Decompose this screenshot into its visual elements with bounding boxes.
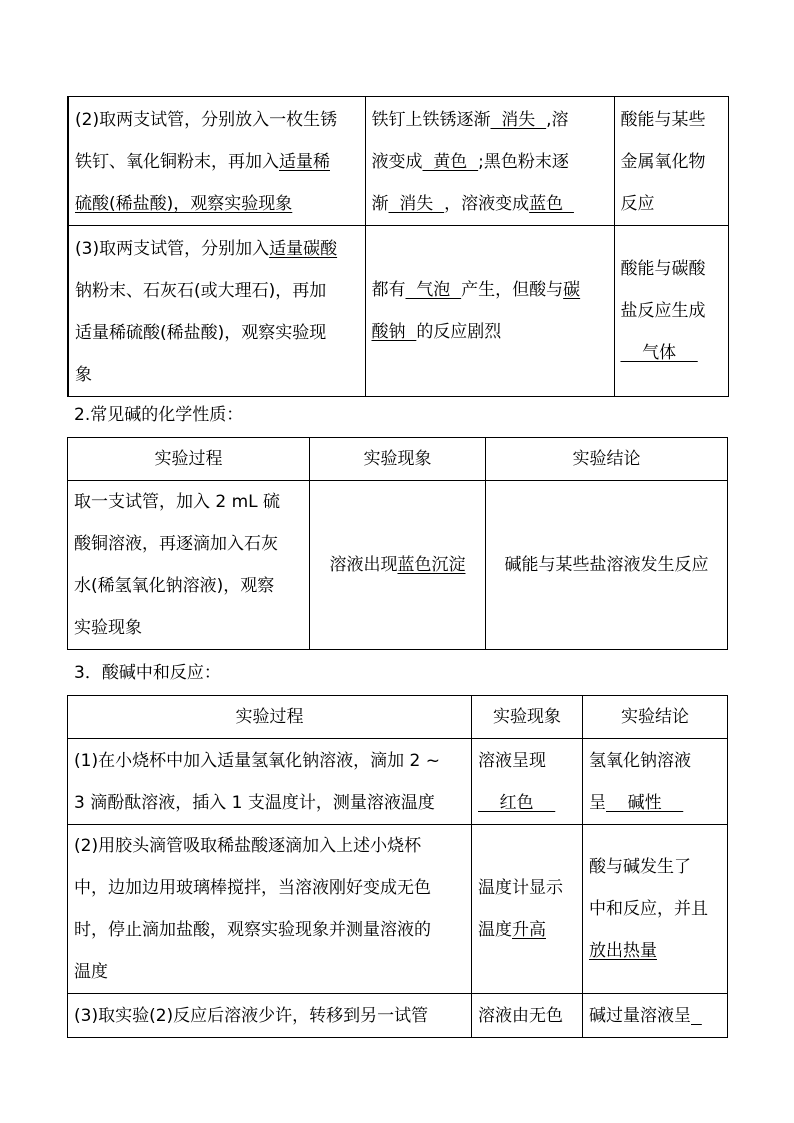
text-line: 溶液呈现 [478, 750, 546, 771]
text-line: (2)取两支试管，分别放入一枚生锈 [75, 110, 338, 130]
text-line: 盐反应生成 [620, 301, 706, 321]
conclusion-cell [583, 825, 728, 994]
text-line: 温度计显示 [478, 878, 563, 898]
text-line: (1)在小烧杯中加入适量氢氧化钠溶液，滴加 2 ~ [74, 750, 440, 771]
section-heading: 3．酸碱中和反应： [74, 663, 221, 683]
text-line: (3)取两支试管，分别加入适量碳酸 [75, 239, 338, 259]
process-cell [68, 481, 310, 650]
process-cell: (3)取实验(2)反应后溶液少许，转移到另一试管 [68, 994, 472, 1038]
answer-blank: 消失 [388, 194, 445, 214]
text-line: 氢氧化钠溶液 [589, 750, 691, 771]
neutralization-table [67, 695, 728, 1038]
answer-blank: 蓝色 [529, 194, 574, 214]
text-line [478, 782, 576, 824]
table-row [68, 481, 728, 650]
text-line: 取一支试管，加入 2 mL 硫 [74, 492, 281, 512]
table-header-row [68, 696, 728, 739]
conclusion-cell [614, 97, 728, 226]
conclusion-cell: 碱能与某些盐溶液发生反应 [486, 481, 728, 650]
text-line: 水(稀氢氧化钠溶液)，观察 [74, 576, 275, 596]
text-line: 象 [75, 365, 92, 385]
text-line: 温度 [74, 962, 108, 982]
process-cell [68, 226, 365, 397]
phenomenon-cell [472, 825, 583, 994]
text-line: 反应 [620, 194, 655, 214]
text-line: 酸能与某些 [620, 110, 706, 130]
text-line: 铁钉、氧化铜粉末，再加入适量稀 [75, 152, 330, 172]
text-line: 呈 碱性 [589, 792, 684, 813]
table-header-row [68, 438, 728, 481]
answer-blank: 消失 [490, 110, 547, 130]
answer-blank: 蓝色沉淀 [397, 555, 466, 575]
phenomenon-cell: 溶液由无色 [472, 994, 583, 1038]
text-line: (2)用胶头滴管吸取稀盐酸逐滴加入上述小烧杯 [74, 836, 422, 856]
conclusion-cell: 碱过量溶液呈 [583, 994, 728, 1038]
column-header: 实验结论 [486, 438, 728, 481]
answer-blank: 气泡 [405, 280, 462, 300]
answer-blank: 碳 [563, 280, 581, 300]
process-cell [68, 825, 472, 994]
answer-blank: 气体 [620, 343, 698, 363]
conclusion-cell [583, 739, 728, 825]
text-line: 酸与碱发生了 [589, 857, 691, 877]
answer-blank: 碱性 [606, 792, 684, 813]
underlined-text: 硫酸(稀盐酸)，观察实验现象 [75, 194, 293, 214]
text-line: 钠粉末、石灰石(或大理石)，再加 [75, 281, 327, 301]
text-line: 金属氧化物 [620, 152, 706, 172]
table-row [68, 97, 728, 226]
base-properties-table [67, 437, 728, 650]
text-line: 实验现象 [74, 618, 142, 638]
text-line [589, 930, 721, 972]
text-line [75, 183, 359, 225]
phenomenon-cell [365, 97, 614, 226]
answer-blank: 酸钠 [371, 322, 417, 342]
column-header: 实验过程 [68, 438, 310, 481]
answer-blank: 升高 [512, 920, 546, 940]
text-line: 适量稀硫酸(稀盐酸)，观察实验现 [75, 323, 327, 343]
answer-blank [691, 1006, 702, 1026]
underlined-text: 适量碳酸 [269, 239, 338, 259]
table-row [68, 994, 728, 1038]
text-line: 中和反应，并且 [589, 899, 708, 919]
process-cell [68, 739, 472, 825]
text-line: 液变成 黄色 ;黑色粉末逐 [371, 152, 569, 172]
text-line: 中，边加边用玻璃棒搅拌，当溶液刚好变成无色 [74, 878, 431, 898]
text-line: 酸钠 的反应剧烈 [371, 322, 502, 342]
answer-blank: 红色 [478, 792, 556, 813]
text-line: 时，停止滴加盐酸，观察实验现象并测量溶液的 [74, 920, 431, 940]
phenomenon-cell [472, 739, 583, 825]
phenomenon-cell: 溶液出现蓝色沉淀 [310, 481, 486, 650]
text-line [621, 332, 722, 374]
answer-blank: 放出热量 [589, 941, 657, 961]
underlined-text: 适量稀 [279, 152, 330, 172]
section-heading: 2.常见碱的化学性质： [74, 405, 244, 425]
text-line: 温度升高 [478, 920, 546, 940]
phenomenon-cell [365, 226, 614, 397]
answer-blank: 黄色 [422, 152, 479, 172]
acid-properties-table [67, 96, 729, 397]
column-header: 实验现象 [310, 438, 486, 481]
text-line: 酸能与碳酸 [620, 259, 706, 279]
text-line: 渐 消失 ，溶液变成蓝色 [371, 194, 574, 214]
text-line: 3 滴酚酞溶液，插入 1 支温度计，测量溶液温度 [74, 792, 435, 813]
column-header: 实验结论 [583, 696, 728, 739]
text-line: 都有 气泡 产生，但酸与碳 [371, 280, 581, 300]
process-cell [68, 97, 365, 226]
column-header: 实验现象 [472, 696, 583, 739]
table-row [68, 825, 728, 994]
conclusion-cell [614, 226, 728, 397]
table-row [68, 226, 728, 397]
column-header: 实验过程 [68, 696, 472, 739]
text-line: 酸铜溶液，再逐滴加入石灰 [74, 534, 278, 554]
text-line: 铁钉上铁锈逐渐 消失 ,溶 [371, 110, 569, 130]
table-row [68, 739, 728, 825]
